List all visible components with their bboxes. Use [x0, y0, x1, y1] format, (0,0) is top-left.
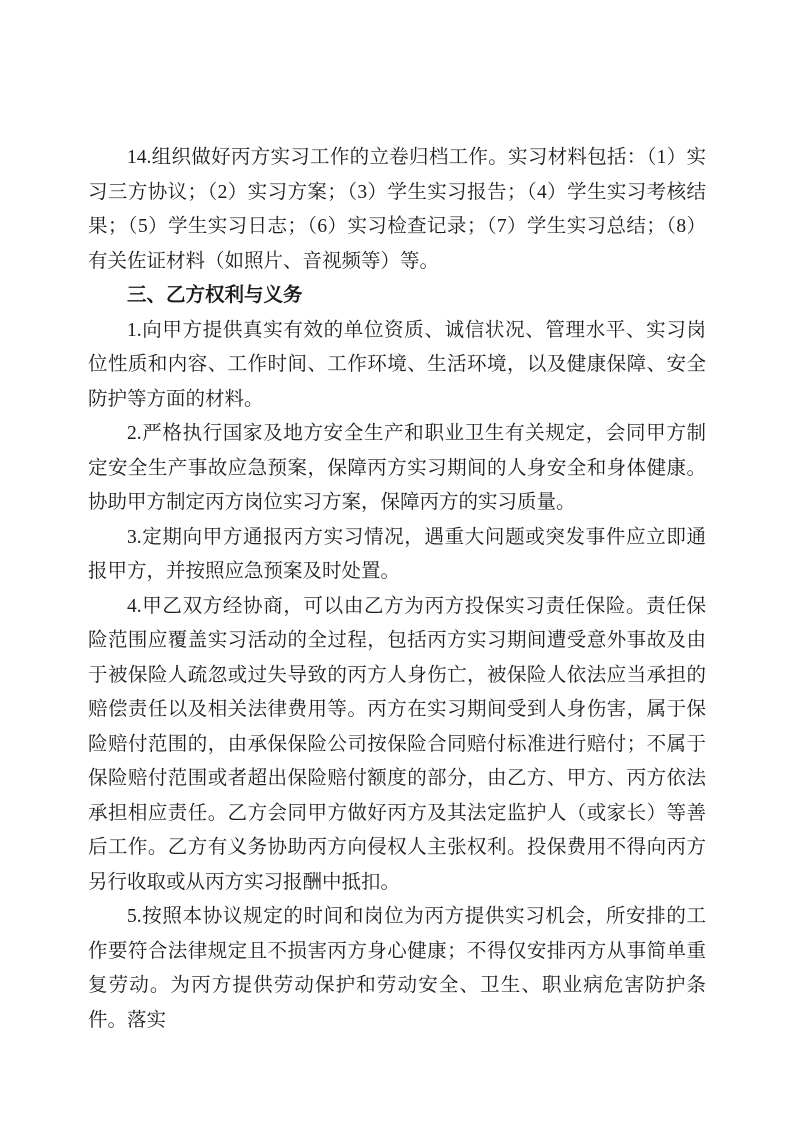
clause-3-paragraph: 3.定期向甲方通报丙方实习情况，遇重大问题或突发事件应立即通报甲方，并按照应急预案及时处置。	[88, 526, 706, 582]
document-body	[88, 141, 706, 1038]
clause-2-paragraph: 2.严格执行国家及地方安全生产和职业卫生有关规定，会同甲方制定安全生产事故应急预案，保障丙方实习期间的人身安全和身体健康。协助甲方制定丙方岗位实习方案，保障丙方的实习质量。	[88, 423, 706, 513]
clause-5-paragraph: 5.按照本协议规定的时间和岗位为丙方提供实习机会，所安排的工作要符合法律规定且不损害丙方身心健康；不得仅安排丙方从事简单重复劳动。为丙方提供劳动保护和劳动安全、卫生、职业病危害防护条件。落实	[88, 906, 706, 1031]
clause-14-paragraph: 14.组织做好丙方实习工作的立卷归档工作。实习材料包括：（1）实习三方协议；（2）实习方案；（3）学生实习报告；（4）学生实习考核结果；（5）学生实习日志；（6）实习检查记录；（7）学生实习总结；（8）有关佐证材料（如照片、音视频等）等。	[88, 147, 706, 272]
section-heading-party-b-rights-obligations: 三、乙方权利与义务	[127, 285, 303, 306]
clause-1-paragraph: 1.向甲方提供真实有效的单位资质、诚信状况、管理水平、实习岗位性质和内容、工作时间、工作环境、生活环境，以及健康保障、安全防护等方面的材料。	[88, 319, 706, 410]
clause-4-paragraph: 4.甲乙双方经协商，可以由乙方为丙方投保实习责任保险。责任保险范围应覆盖实习活动的全过程，包括丙方实习期间遭受意外事故及由于被保险人疏忽或过失导致的丙方人身伤亡，被保险人依法应当承担的赔偿责任以及相关法律费用等。丙方在实习期间受到人身伤害，属于保险赔付范围的，由承保保险公司按保险合同赔付标准进行赔付；不属于保险赔付范围或者超出保险赔付额度的部分，由乙方、甲方、丙方依法承担相应责任。乙方会同甲方做好丙方及其法定监护人（或家长）等善后工作。乙方有义务协助丙方向侵权人主张权利。投保费用不得向丙方另行收取或从丙方实习报酬中抵扣。	[88, 595, 706, 893]
